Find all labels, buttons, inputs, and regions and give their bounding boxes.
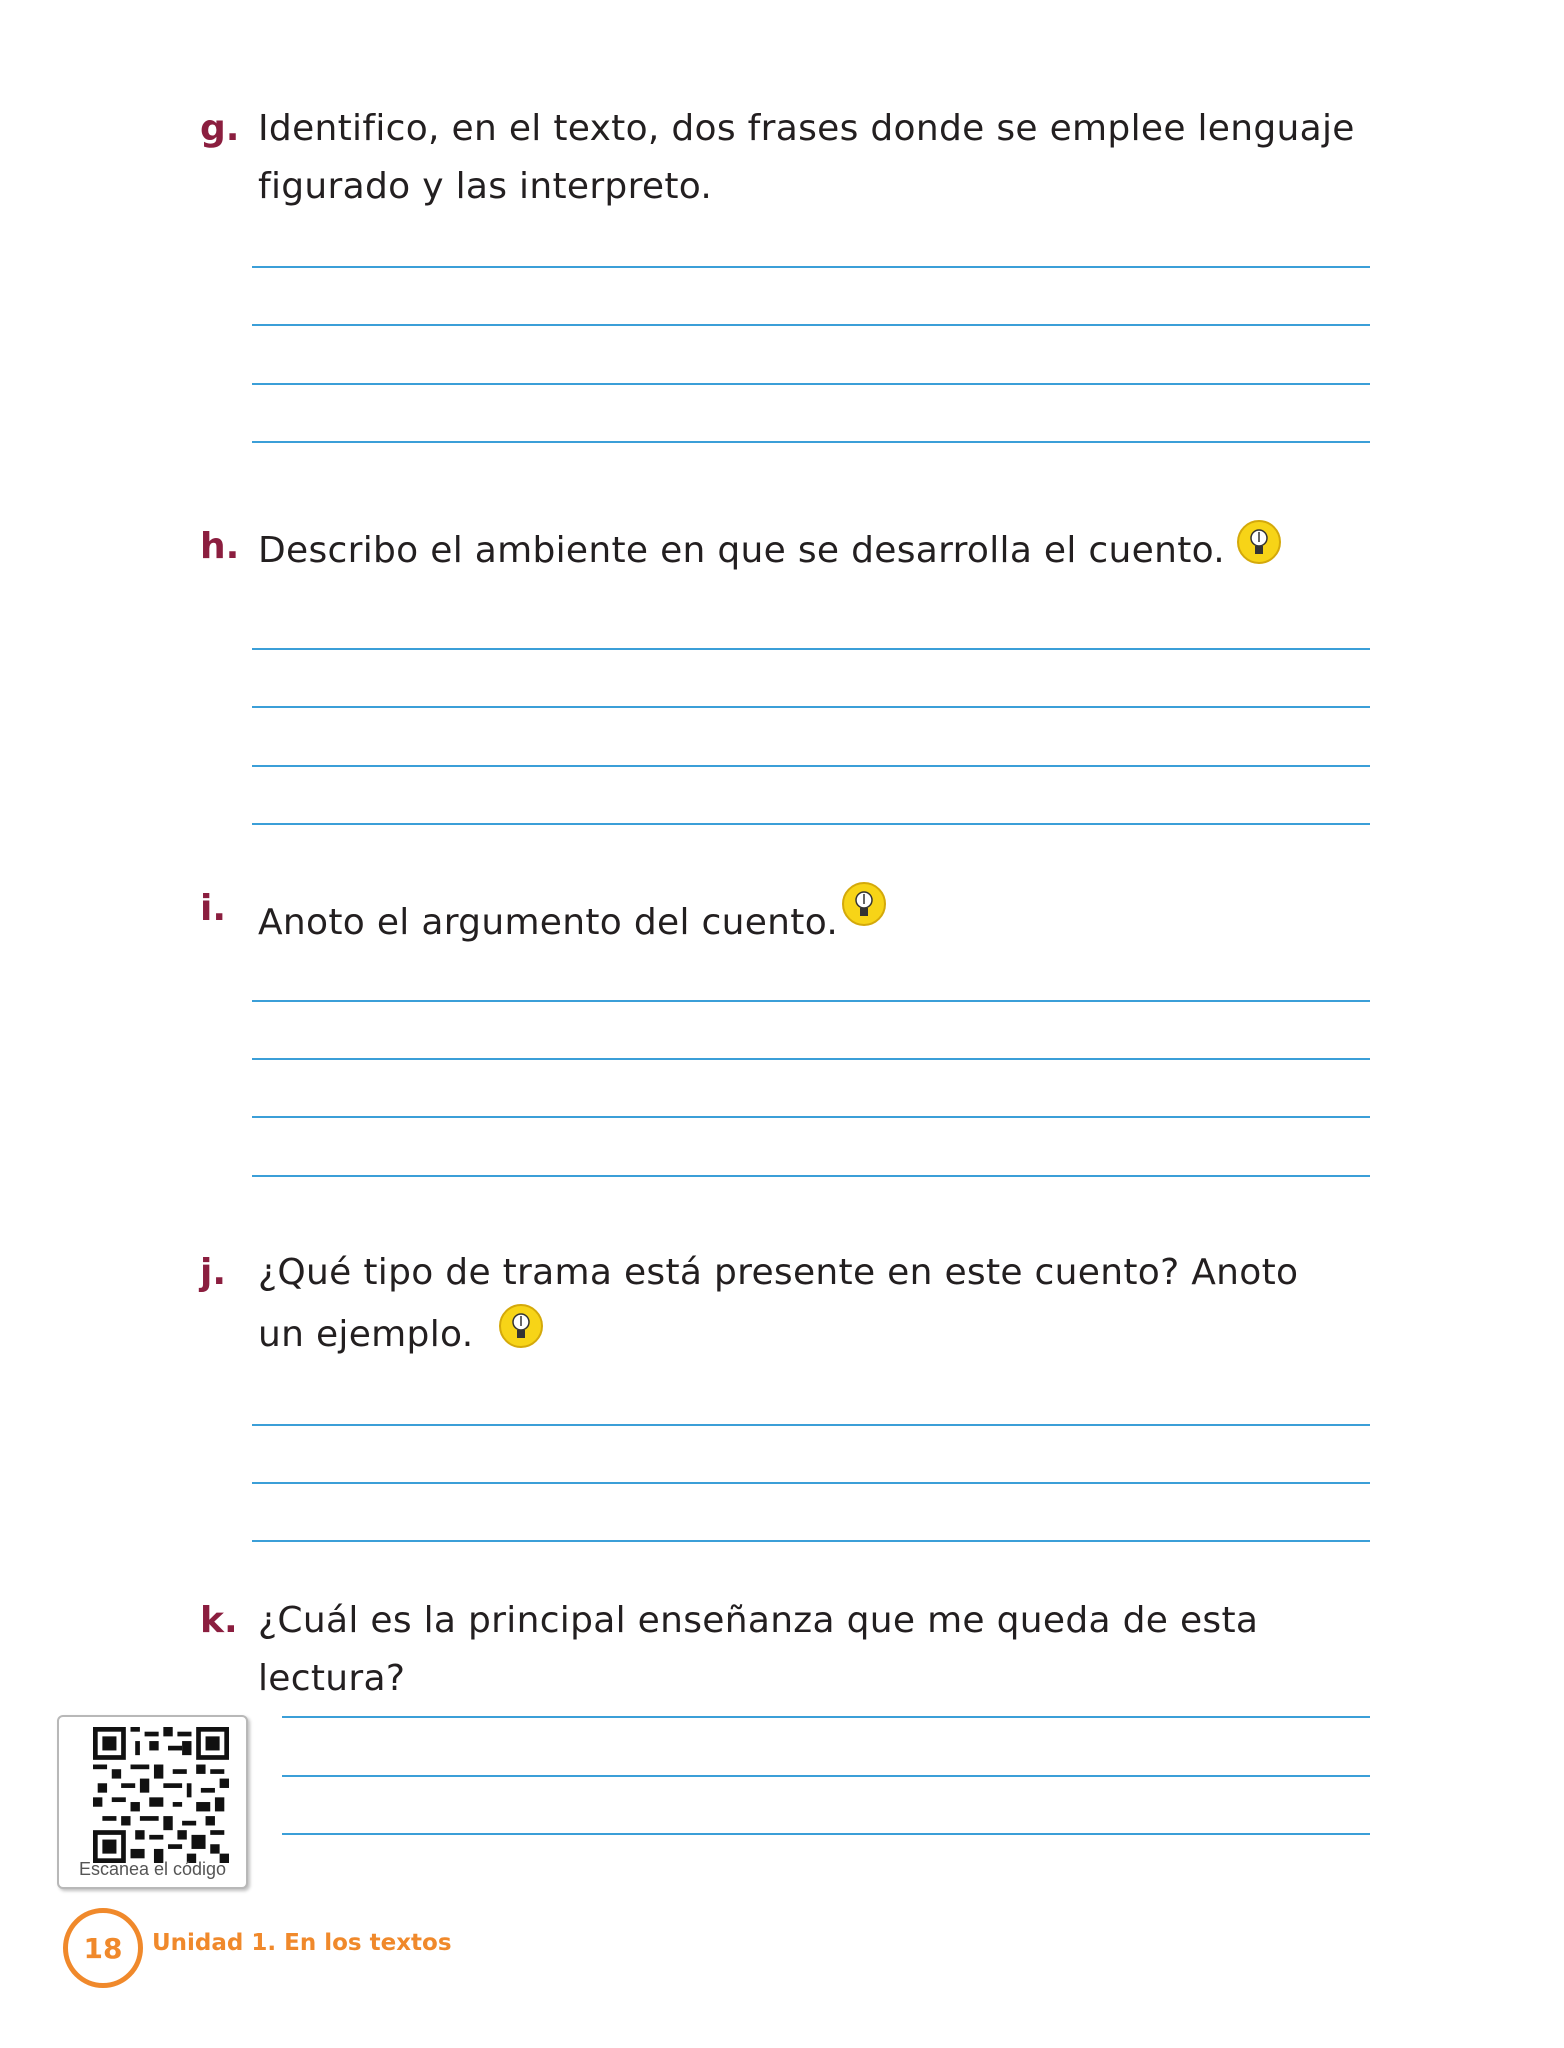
answer-line[interactable]: [252, 823, 1370, 825]
answer-line[interactable]: [282, 1775, 1370, 1777]
answer-line[interactable]: [252, 648, 1370, 650]
answer-line[interactable]: [252, 266, 1370, 268]
page-number: 18: [63, 1908, 143, 1988]
answer-line[interactable]: [282, 1833, 1370, 1835]
answer-line[interactable]: [252, 441, 1370, 443]
question-text: Describo el ambiente en que se desarrolla el cuento.: [258, 530, 1226, 571]
qr-code-icon: [93, 1727, 229, 1863]
lightbulb-icon[interactable]: [840, 880, 888, 928]
question-text-wrap: [258, 1244, 1318, 1364]
answer-line[interactable]: [252, 1116, 1370, 1118]
answer-line[interactable]: [252, 1000, 1370, 1002]
answer-line[interactable]: [252, 1058, 1370, 1060]
answer-line[interactable]: [252, 1175, 1370, 1177]
question-text-wrap: [258, 880, 1358, 952]
answer-line[interactable]: [282, 1716, 1370, 1718]
answer-line[interactable]: [252, 1482, 1370, 1484]
question-text: Anoto el argumento del cuento.: [258, 902, 839, 943]
unit-label: Unidad 1. En los textos: [152, 1930, 452, 1956]
qr-code-box[interactable]: [57, 1715, 248, 1889]
answer-line[interactable]: [252, 1424, 1370, 1426]
lightbulb-icon[interactable]: [1235, 518, 1283, 566]
question-letter: i.: [200, 888, 227, 929]
answer-line[interactable]: [252, 324, 1370, 326]
qr-caption: Escanea el código: [78, 1859, 227, 1879]
question-letter: j.: [200, 1252, 227, 1293]
answer-line[interactable]: [252, 765, 1370, 767]
answer-line[interactable]: [252, 383, 1370, 385]
question-text: ¿Cuál es la principal enseñanza que me queda de esta lectura?: [258, 1600, 1259, 1699]
question-letter: k.: [200, 1600, 238, 1641]
question-letter: h.: [200, 526, 240, 567]
question-text: ¿Qué tipo de trama está presente en este cuento? Anoto un ejemplo.: [258, 1252, 1299, 1355]
answer-line[interactable]: [252, 706, 1370, 708]
question-text: Identifico, en el texto, dos frases donde se emplee lenguaje figurado y las interpreto.: [258, 108, 1355, 207]
question-text-wrap: [258, 518, 1358, 580]
lightbulb-icon[interactable]: [497, 1302, 545, 1350]
question-letter: g.: [200, 108, 240, 149]
answer-line[interactable]: [252, 1540, 1370, 1542]
